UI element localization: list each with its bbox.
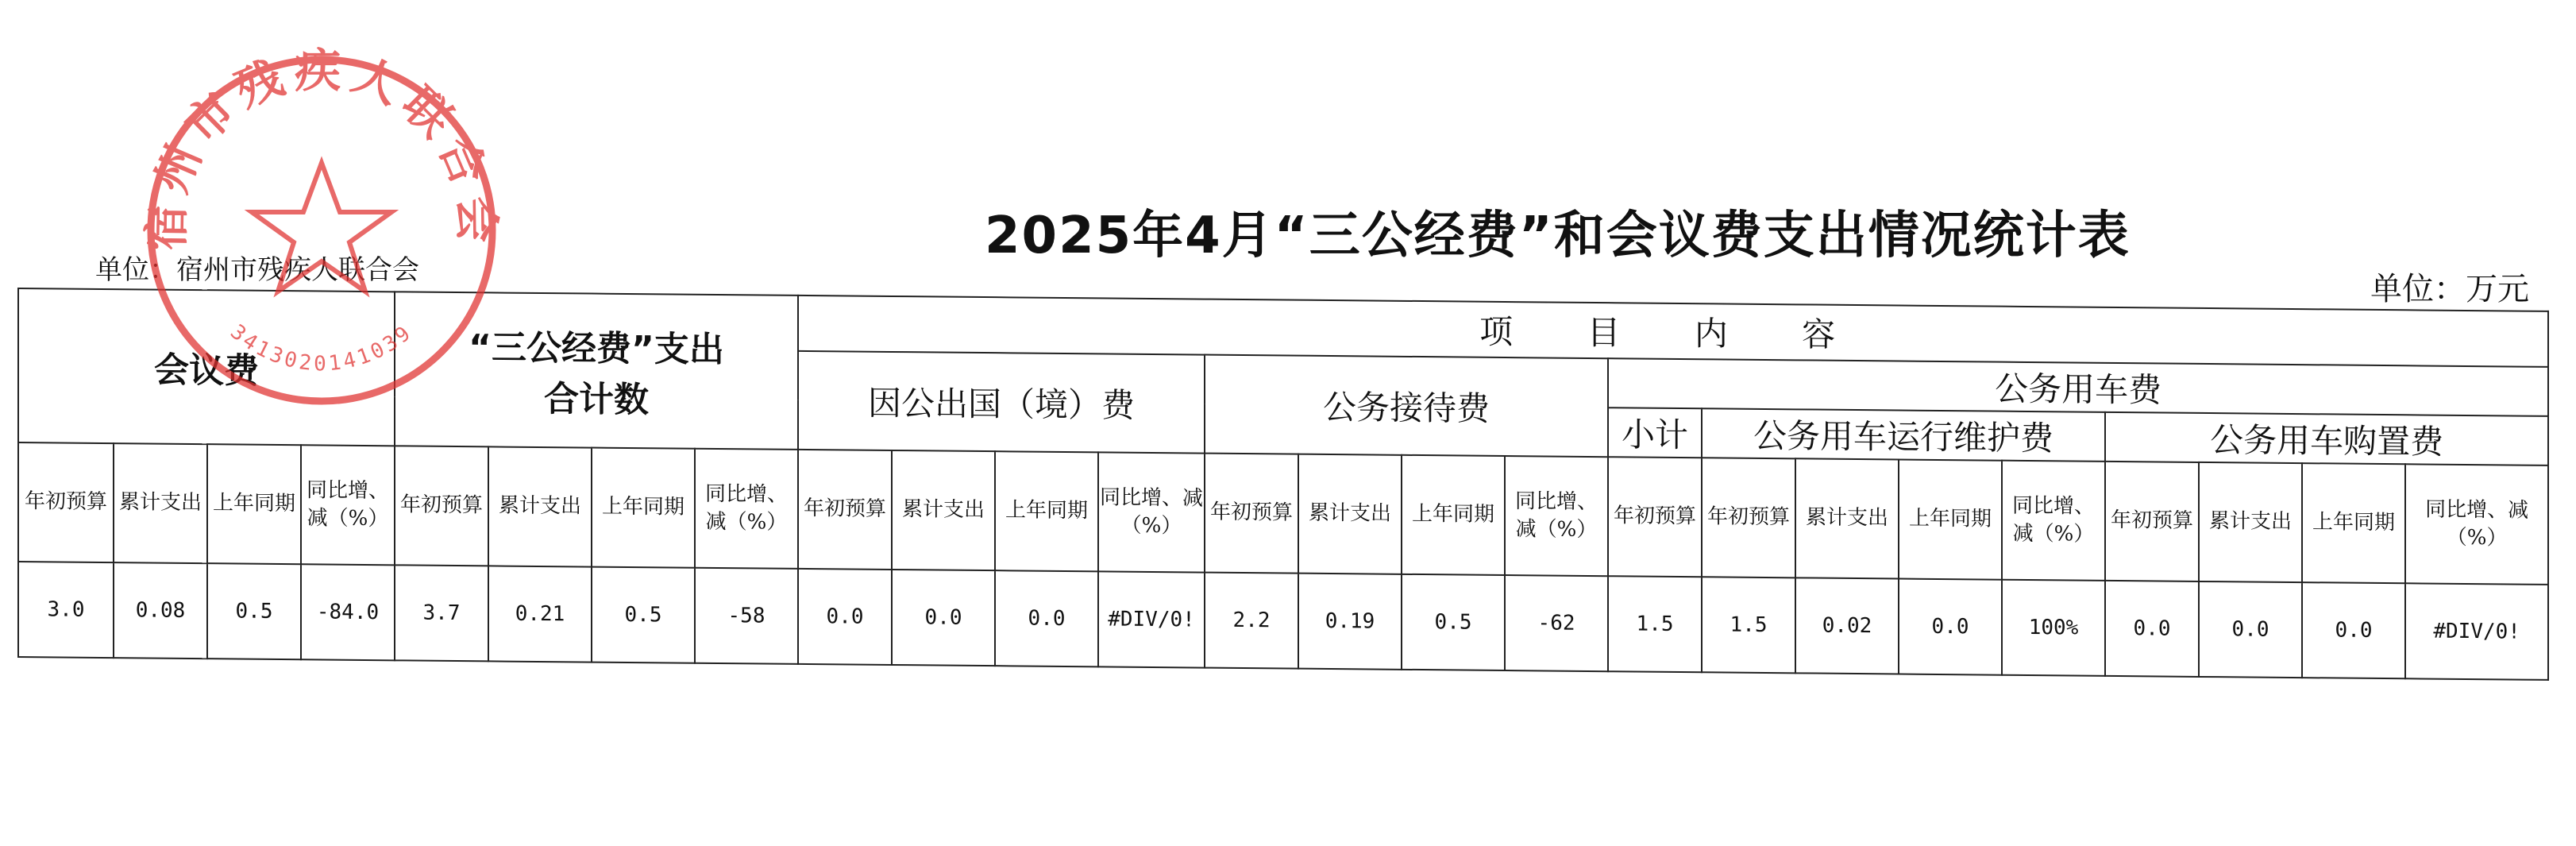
overseas-yoy-header: 同比增、减（%）	[1098, 452, 1205, 572]
sangong-yoy-header: 同比增、减（%）	[695, 449, 798, 569]
meeting-last-year-cell: 0.5	[207, 563, 301, 659]
sangong-total-line2: 合计数	[544, 379, 650, 421]
vehicle-fee-header: 公务用车费	[1608, 358, 2548, 416]
reception-yoy-header: 同比增、减（%）	[1505, 456, 1608, 576]
maintenance-yoy-cell: 100%	[2002, 580, 2105, 676]
sangong-budget-cell: 3.7	[395, 565, 488, 661]
reception-cumulative-header: 累计支出	[1298, 454, 1402, 574]
maintenance-budget-cell: 1.5	[1702, 577, 1795, 673]
sangong-cumulative-cell: 0.21	[488, 566, 592, 662]
overseas-cumulative-cell: 0.0	[892, 570, 995, 666]
organization-unit: 单位：宿州市残疾人联合会	[95, 254, 419, 286]
reception-yoy-cell: -62	[1505, 575, 1608, 671]
seal-code: 3413020141039	[226, 319, 418, 377]
reception-last-year-header: 上年同期	[1402, 455, 1505, 575]
overseas-yoy-cell: #DIV/0!	[1098, 571, 1205, 667]
maintenance-cumulative-cell: 0.02	[1795, 578, 1899, 674]
meeting-yoy-cell: -84.0	[301, 564, 395, 660]
reception-budget-cell: 2.2	[1205, 573, 1298, 669]
reception-budget-header: 年初预算	[1205, 454, 1298, 574]
sangong-total-header	[395, 292, 798, 450]
purchase-last-year-cell: 0.0	[2302, 582, 2405, 678]
expense-table	[17, 288, 2549, 681]
sangong-total-line1: “三公经费”支出	[469, 327, 724, 371]
purchase-last-year-header: 上年同期	[2302, 463, 2405, 583]
sangong-last-year-cell: 0.5	[592, 567, 695, 663]
overseas-last-year-header: 上年同期	[995, 451, 1098, 571]
subtotal-budget-header: 年初预算	[1608, 457, 1702, 577]
maintenance-yoy-header: 同比增、减（%）	[2002, 461, 2105, 581]
maintenance-last-year-header: 上年同期	[1899, 460, 2002, 580]
maintenance-last-year-cell: 0.0	[1899, 579, 2002, 675]
maintenance-cumulative-header: 累计支出	[1795, 458, 1899, 578]
meeting-cumulative-cell: 0.08	[114, 562, 207, 659]
purchase-yoy-cell: #DIV/0!	[2405, 583, 2548, 680]
maintenance-budget-header: 年初预算	[1702, 458, 1795, 578]
project-content-header: 项 目 内 容	[798, 296, 2548, 367]
meeting-budget-header: 年初预算	[18, 442, 114, 562]
overseas-budget-cell: 0.0	[798, 569, 892, 665]
reception-cumulative-cell: 0.19	[1298, 574, 1402, 670]
seal-text: 宿州市残疾人联合会	[139, 44, 504, 251]
meeting-yoy-header: 同比增、减（%）	[301, 445, 395, 565]
purchase-cumulative-cell: 0.0	[2199, 581, 2302, 678]
overseas-last-year-cell: 0.0	[995, 570, 1098, 666]
currency-unit: 单位：万元	[2370, 271, 2529, 307]
purchase-budget-cell: 0.0	[2105, 581, 2199, 677]
reception-fee-header: 公务接待费	[1205, 355, 1608, 458]
vehicle-purchase-header: 公务用车购置费	[2105, 412, 2548, 465]
subtotal-budget-cell: 1.5	[1608, 576, 1702, 672]
vehicle-maintenance-header: 公务用车运行维护费	[1702, 408, 2105, 462]
sangong-cumulative-header: 累计支出	[488, 446, 592, 566]
sangong-budget-header: 年初预算	[395, 446, 488, 566]
meeting-budget-cell: 3.0	[18, 562, 114, 658]
reception-last-year-cell: 0.5	[1402, 574, 1505, 670]
overseas-cumulative-header: 累计支出	[892, 450, 995, 570]
meeting-last-year-header: 上年同期	[207, 444, 301, 564]
subheader-row	[18, 442, 2548, 585]
subtotal-header: 小计	[1608, 408, 1702, 458]
report-sheet	[17, 288, 2546, 676]
purchase-budget-header: 年初预算	[2105, 462, 2199, 581]
purchase-yoy-header: 同比增、减（%）	[2405, 464, 2548, 585]
meeting-fee-header: 会议费	[18, 288, 395, 446]
overseas-budget-header: 年初预算	[798, 450, 892, 570]
purchase-cumulative-header: 累计支出	[2199, 462, 2302, 582]
overseas-fee-header: 因公出国（境）费	[798, 351, 1205, 454]
page-title: 2025年4月“三公经费”和会议费支出情况统计表	[985, 207, 2131, 265]
sangong-last-year-header: 上年同期	[592, 448, 695, 568]
sangong-yoy-cell: -58	[695, 568, 798, 664]
meeting-cumulative-header: 累计支出	[114, 443, 207, 563]
